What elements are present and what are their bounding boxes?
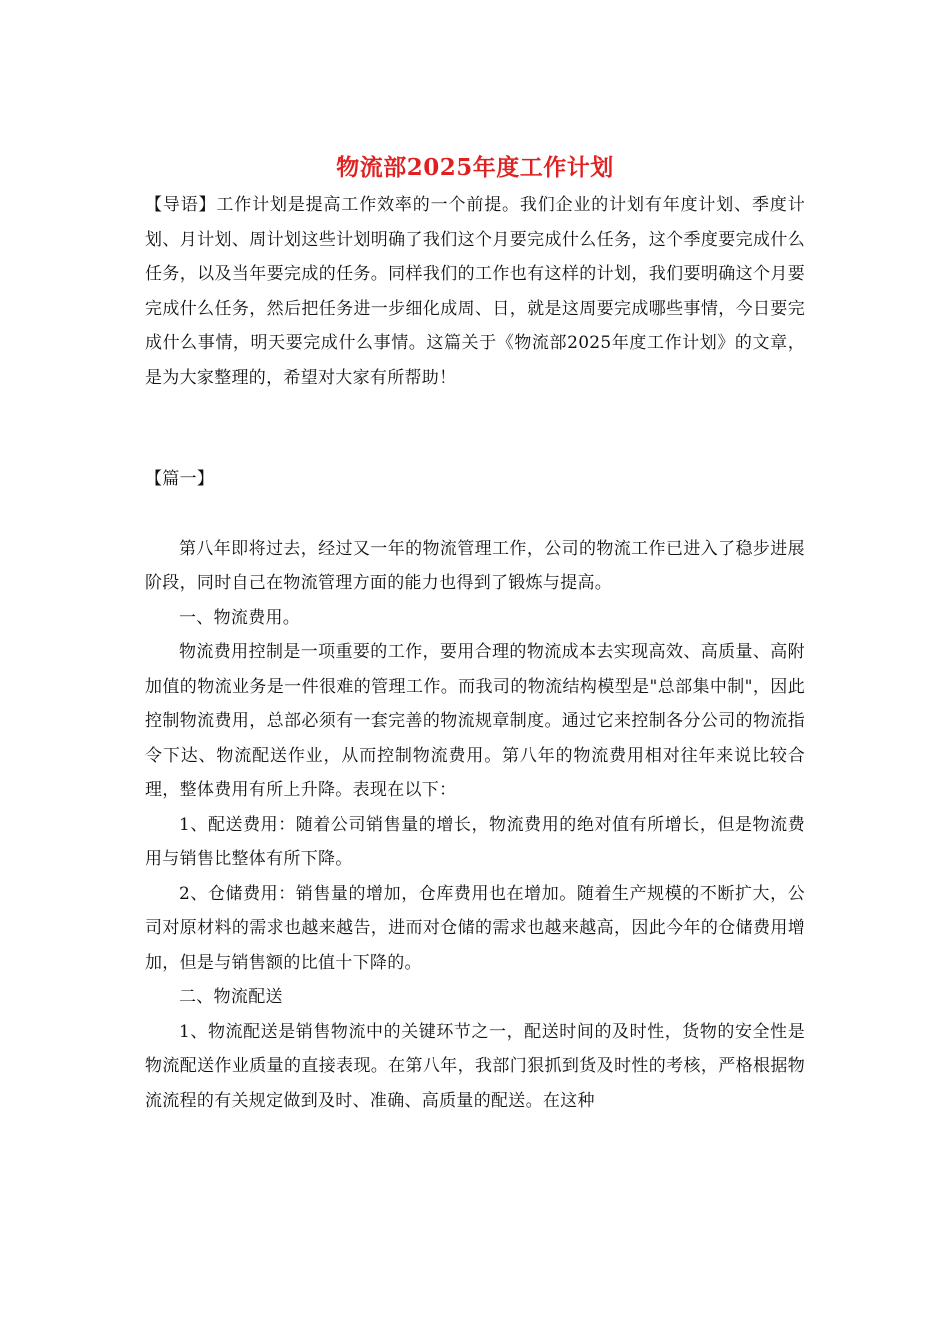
section-label: 【篇一】 <box>145 469 215 489</box>
body-paragraph: 2、仓储费用：销售量的增加，仓库费用也在增加。随着生产规模的不断扩大，公司对原材料的需求也越来越告，进而对仓储的需求也越来越高，因此今年的仓储费用增加，但是与销售额的比值十下降的。 <box>145 883 805 973</box>
section-heading: 二、物流配送 <box>179 987 283 1007</box>
lead-paragraph: 【导语】工作计划是提高工作效率的一个前提。我们企业的计划有年度计划、季度计划、月计划、周计划这些计划明确了我们这个月要完成什么任务，这个季度要完成什么任务，以及当年要完成的任务。同样我们的工作也有这样的计划，我们要明确这个月要完成什么任务，然后把任务进一步细化成周、日，就是这周要完成哪些事情，今日要完成什么事情，明天要完成什么事情。这篇关于《物流部2025年度工作计划》的文章，是为大家整理的，希望对大家有所帮助！ <box>145 195 805 388</box>
body-paragraph: 1、配送费用：随着公司销售量的增长，物流费用的绝对值有所增长，但是物流费用与销售比整体有所下降。 <box>145 814 805 869</box>
body-paragraph: 第八年即将过去，经过又一年的物流管理工作，公司的物流工作已进入了稳步进展阶段，同时自己在物流管理方面的能力也得到了锻炼与提高。 <box>145 538 805 593</box>
section-spacer <box>145 497 805 532</box>
document-title: 物流部2025年度工作计划 <box>336 154 614 181</box>
body-paragraph: 1、物流配送是销售物流中的关键环节之一，配送时间的及时性，货物的安全性是物流配送作业质量的直接表现。在第八年，我部门狠抓到货及时性的考核，严格根据物流流程的有关规定做到及时、准确、高质量的配送。在这种 <box>145 1021 805 1111</box>
document-page <box>145 148 805 1118</box>
section-heading: 一、物流费用。 <box>179 607 301 628</box>
body-paragraph: 物流费用控制是一项重要的工作，要用合理的物流成本去实现高效、高质量、高附加值的物流业务是一件很难的管理工作。而我司的物流结构模型是"总部集中制"，因此控制物流费用，总部必须有一套完善的物流规章制度。通过它来控制各分公司的物流指令下达、物流配送作业，从而控制物流费用。第八年的物流费用相对往年来说比较合理，整体费用有所上升降。表现在以下： <box>145 642 805 800</box>
